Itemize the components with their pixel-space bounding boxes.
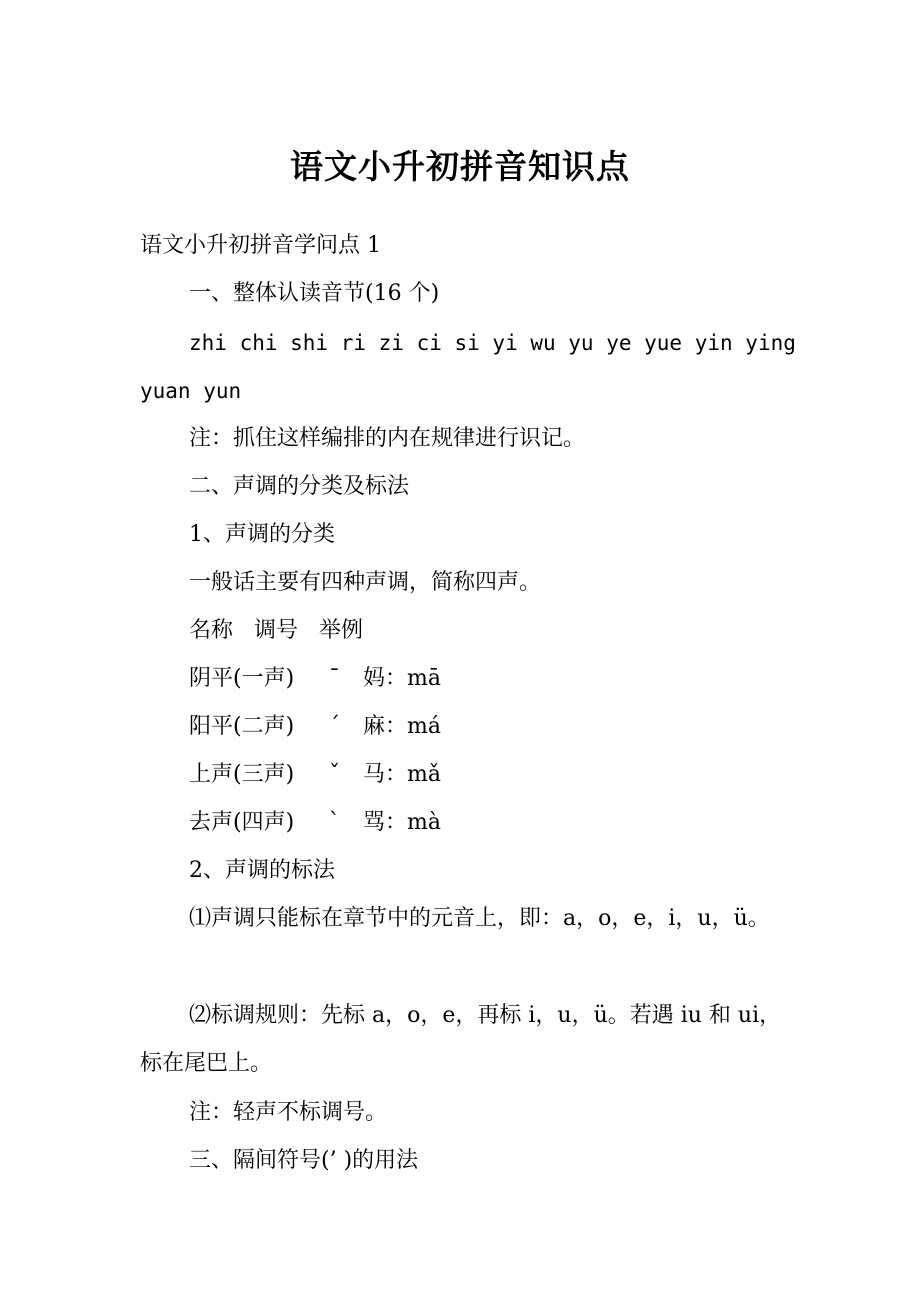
tone-mark: ˇ (329, 762, 340, 787)
subheading-2-1: 1、声调的分类 (189, 522, 335, 547)
page-title: 语文小升初拼音知识点 (290, 147, 630, 186)
rule-2: ⑵标调规则：先标 a，o，e，再标 i，u，ü。若遇 iu 和 ui，标在尾巴上。 (140, 1003, 782, 1076)
rule-1: ⑴声调只能标在章节中的元音上，即：a，o，e，i，u，ü。 (189, 906, 770, 931)
heading-2: 二、声调的分类及标法 (189, 474, 410, 499)
subheading-2-2: 2、声调的标法 (189, 858, 335, 883)
tone-row (189, 751, 839, 799)
header-example: 举例 (319, 618, 364, 643)
tone-row (189, 799, 839, 847)
syllables-line-2: yuan yun (140, 379, 242, 403)
heading-3: 三、隔间符号(’ )的用法 (189, 1148, 419, 1173)
tone-row (189, 703, 839, 751)
syllables-line-1: zhi chi shi ri zi ci si yi wu yu ye yue yin ying (189, 331, 796, 355)
tone-example: 骂：mà (363, 810, 441, 835)
tone-intro: 一般话主要有四种声调，简称四声。 (189, 570, 542, 595)
tone-mark: ˉ (329, 666, 340, 691)
tone-name: 去声(四声) (189, 810, 295, 835)
heading-1: 一、整体认读音节(16 个) (189, 281, 440, 306)
tone-name: 阴平(一声) (189, 666, 295, 691)
tone-example: 麻：má (363, 714, 441, 739)
tone-name: 阳平(二声) (189, 714, 295, 739)
tone-row (189, 655, 839, 703)
header-name: 名称 (189, 618, 234, 643)
section-heading: 语文小升初拼音学问点 1 (140, 233, 381, 258)
tone-example: 马：mǎ (363, 762, 441, 787)
header-mark: 调号 (254, 618, 299, 643)
tone-mark: ˊ (329, 714, 340, 739)
note-2: 注：轻声不标调号。 (189, 1100, 388, 1125)
tone-example: 妈：mā (363, 666, 441, 691)
tone-name: 上声(三声) (189, 762, 295, 787)
note-1: 注：抓住这样编排的内在规律进行识记。 (189, 426, 586, 451)
tone-table-header (189, 607, 839, 655)
tone-mark: ˋ (329, 810, 340, 835)
